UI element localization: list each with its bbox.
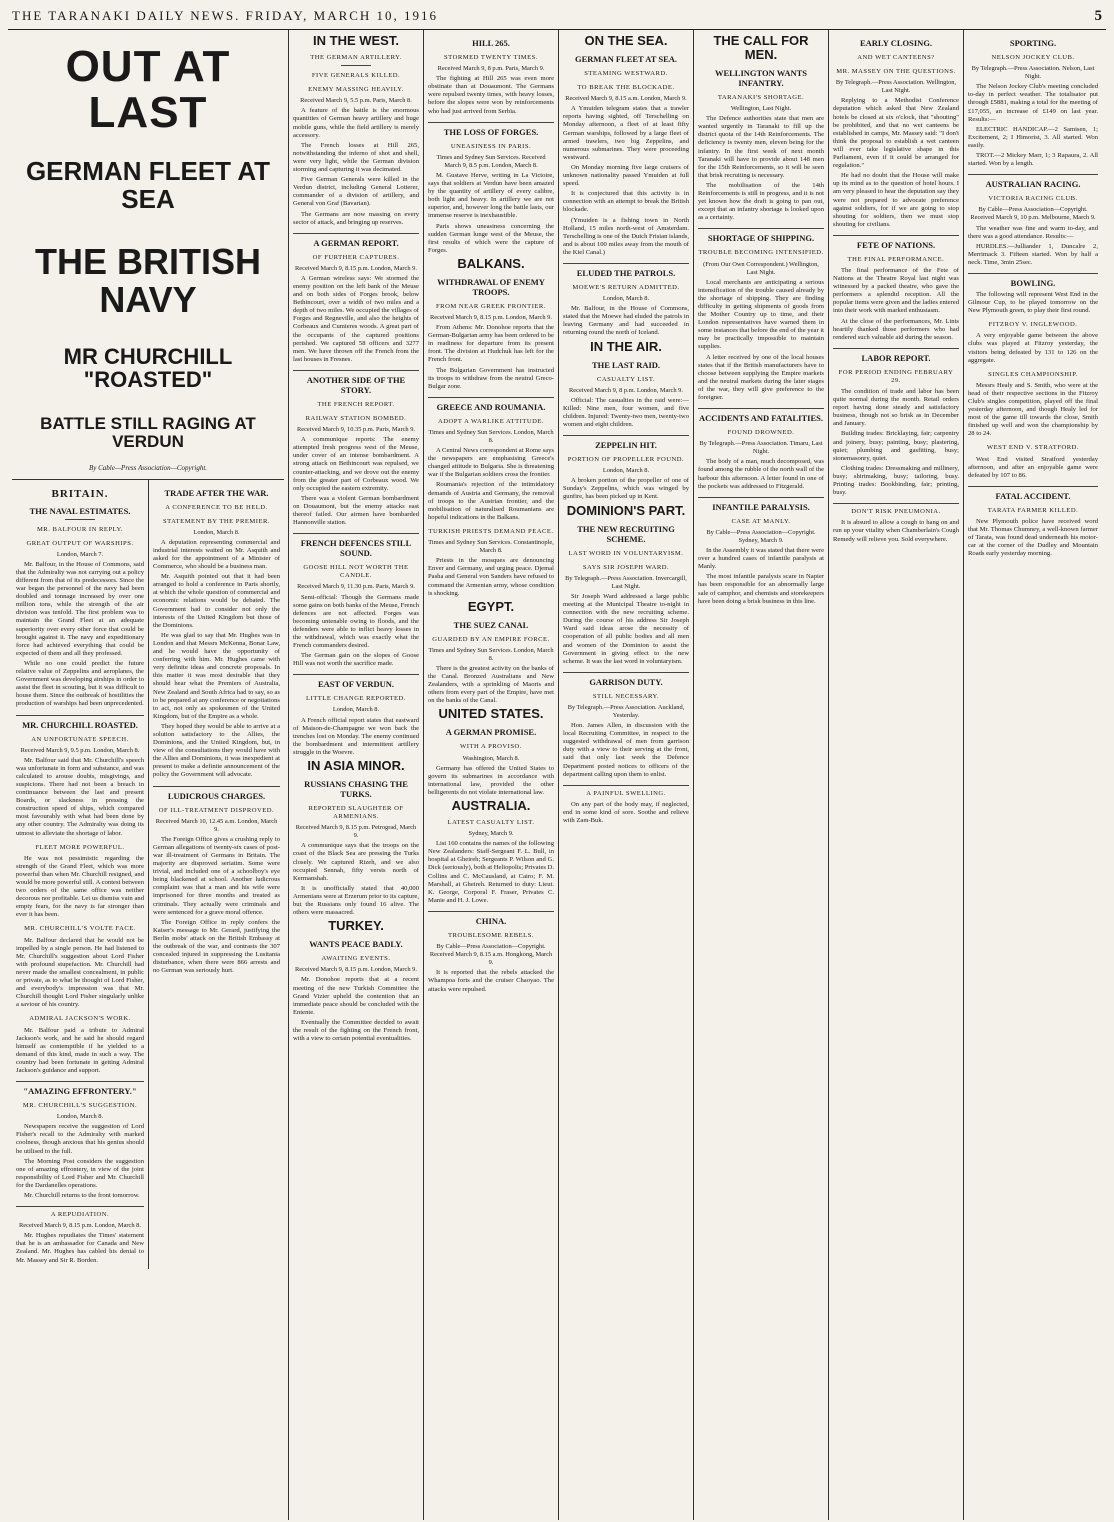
- paragraph: The Foreign Office gives a crushing reply to German allegations of twenty-six cases of post-war ill-treatment of Germans in Britain. The majority are disproved seriatim. Some were trivial, and included one of a schoolboy's eye being blackened at school. Another ludicrous complaint was that a man and his wife were imprisoned for three months and treated as criminals. They actually were criminals and were sentenced for a grave moral offence.: [153, 835, 280, 916]
- subheading: OF ILL-TREATMENT DISPROVED.: [158, 806, 275, 814]
- section-heading: TURKEY.: [328, 918, 384, 934]
- section-heading: ACCIDENTS AND FATALITIES.: [698, 408, 824, 423]
- dateline: London, March 8.: [56, 1113, 104, 1121]
- dateline: Received March 9, 8.15 p.m. London, March 9.: [295, 264, 417, 272]
- dateline: By Telegraph.—Press Association. Timaru, Last Night.: [699, 440, 823, 456]
- paragraph: The body of a man, much decomposed, was found among the rubble of the north wall of the harbour this afternoon. A letter found in one of the pockets was addressed to Fitzgerald.: [698, 458, 824, 490]
- subheading: TO BREAK THE BLOCKADE.: [577, 84, 675, 92]
- subheading: MR. MASSEY ON THE QUESTIONS.: [836, 68, 956, 76]
- paragraph: A very enjoyable game between the above clubs was played at Fitzroy yesterday, the visitors being defeated by 131 to 126 on the aggregate.: [968, 332, 1098, 364]
- dateline: Received March 9, 8 p.m. London, March 9.: [569, 386, 683, 394]
- section-heading: MR. CHURCHILL ROASTED.: [16, 715, 144, 730]
- paragraph: The German gain on the slopes of Goose Hill was not worth the sacrifice made.: [293, 652, 419, 668]
- section-heading: INFANTILE PARALYSIS.: [698, 497, 824, 512]
- headline-british-navy: THE BRITISH NAVY: [34, 240, 261, 320]
- paragraph: West End visited Stratford yesterday afternoon, and after an enjoyable game were defeated by 107 to 86.: [968, 455, 1098, 479]
- paragraph: Building trades: Bricklaying, fair; carpentry and joinery, busy; painting, busy; plastering, quiet; plumbing and gasfitting, busy; stonemasonry, quiet.: [833, 430, 959, 462]
- section-heading: BALKANS.: [457, 255, 525, 271]
- dateline: By Telegraph.—Press Association. Invercargill, Last Night.: [565, 574, 687, 590]
- paragraph: Semi-official: Though the Germans made some gains on both banks of the Meuse, French defences are not affected. Forges was becoming untenable owing to floods, and the defenders were able to inflict heavy losses in the withdrawal, which was exactly what the French commanders desired.: [293, 593, 419, 650]
- subheading: WITH A PROVISO.: [460, 743, 522, 751]
- paragraph: Clothing trades: Dressmaking and millinery, busy; shirtmaking, busy; tailoring, busy. Printing trades: Bookbinding, fair; printing, busy.: [833, 464, 959, 497]
- dateline: Times and Sydney Sun Services. Constantinople, March 8.: [428, 539, 554, 555]
- section-heading: IN ASIA MINOR.: [307, 758, 405, 773]
- subheading: MR. CHURCHILL'S VOLTE FACE.: [24, 925, 136, 933]
- subheading: ADMIRAL JACKSON'S WORK.: [29, 1015, 131, 1023]
- section-heading: UNITED STATES.: [438, 706, 544, 722]
- column-1-right: [148, 480, 284, 1269]
- paragraph: The Foreign Office in reply confers the Kaiser's message to Mr. Gerard, justifying the Berlin mobs' attack on the British Embassy at the outbreak of the war, and contrasts the 307 concealed injured in suppressing the Lusitania disturbance, when there were 866 arrests and no German was seriously hurt.: [153, 918, 280, 975]
- dateline: Washington, March 8.: [462, 754, 520, 762]
- column-1-left: [12, 480, 148, 1269]
- section-heading: BOWLING.: [968, 273, 1098, 288]
- subheading: TARANAKI'S SHORTAGE.: [717, 94, 805, 101]
- dateline: (From Our Own Correspondent.) Wellington, Last Night.: [703, 260, 819, 276]
- paragraph: The fighting at Hill 265 was even more obstinate than at Douaumont. The Germans were repulsed twenty times, with heavy losses, before the slopes were won by reinforcements who had just arrived from Serbia.: [428, 75, 554, 115]
- subheading: RAILWAY STATION BOMBED.: [305, 415, 407, 422]
- dateline: By Telegraph.—Press Association. Wellington, Last Night.: [835, 79, 957, 95]
- subheading: THE FRENCH REPORT.: [317, 400, 395, 408]
- section-heading: ON THE SEA.: [584, 33, 668, 48]
- subheading: THE GERMAN ARTILLERY.: [310, 54, 402, 61]
- dateline: London, March 8.: [193, 528, 240, 536]
- paragraph: Eventually the Committee decided to await the result of the fighting on the French front, with a view to certain potential eventualities.: [293, 1018, 419, 1043]
- paragraph: On Monday morning five large cruisers of unknown nationality passed Ymuiden at full speed.: [563, 163, 689, 188]
- section-heading: THE LAST RAID.: [591, 359, 661, 370]
- paragraph: List 160 contains the names of the following New Zealanders: Staff-Sergeant F. L. Bull, in hospital at Gheireh; Sergeants P. Wilson and G. Dick (seriously), both at Heliopolis; Privates D. Collins and C. McCausland, at Cairo; F. M. Marshall, at Gheireh. Returned to duty: Lieut. K. George, Corporal F. Fraser, Privates C. Manie and H. J. Lowe.: [428, 840, 554, 904]
- section-heading: LUDICROUS CHARGES.: [153, 786, 280, 801]
- paragraph: In the Assembly it was stated that there were over a hundred cases of infantile paralysis at Manly.: [698, 547, 824, 571]
- paragraph: A communique reports: The enemy attempted fresh progress west of the Meuse, under cover of an intense bombardment. A strong attack on Bethincourt was repulsed, we counter-attacking, and we drove out the enemy from the greater part of Corbeaux wood. We only occupied the eastern extremity.: [293, 436, 419, 492]
- paragraph: (Ymuiden is a fishing town in North Holland, 15 miles north-west of Amsterdam. Terschelling is one of the Dutch Frisian islands, and is about 100 miles away from the mouth of the Kiel Canal.): [563, 216, 689, 256]
- section-heading: ZEPPELIN HIT.: [563, 435, 689, 450]
- section-heading: CHINA.: [428, 911, 554, 926]
- paragraph: While no one could predict the future relative value of Zeppelins and aeroplanes, the Government was developing airships in order to assist the fleet in scouting, but it was difficult to house them. Since the outbreak of hostilities the production of warships had been unprecedented.: [16, 659, 144, 708]
- headline-churchill-roasted: MR CHURCHILL "ROASTED": [63, 343, 233, 392]
- paragraph: The Germans are now massing on every sector of attack, and bringing up reserves.: [293, 210, 419, 226]
- subheading: FROM NEAR GREEK FRONTIER.: [436, 302, 546, 310]
- paragraph: The Nelson Jockey Club's meeting concluded to-day in perfect weather. The totalisator put through £5881, making a total for the meeting of £17,055, an increase of £149 on last year. Results:—: [968, 83, 1098, 123]
- subheading: LATEST CASUALTY LIST.: [447, 819, 535, 826]
- dateline: London, March 7.: [56, 550, 104, 558]
- paragraph: A broken portion of the propeller of one of Sunday's Zeppelins, which was winged by gunfire, has been picked up in Kent.: [563, 477, 689, 501]
- paragraph: The weather was fine and warm to-day, and there was a good attendance. Results:—: [968, 224, 1098, 240]
- section-heading: IN THE WEST.: [313, 33, 399, 48]
- dateline: By Cable—Press Association—Copyright. Received March 9, 10 p.m. Melbourne, March 9.: [970, 206, 1096, 222]
- section-heading: THE CALL FOR MEN.: [713, 33, 809, 62]
- section-heading: AUSTRALIAN RACING.: [968, 174, 1098, 189]
- column-6: [828, 30, 963, 1520]
- section-heading: WITHDRAWAL OF ENEMY TROOPS.: [437, 276, 545, 297]
- subheading: A REPUDIATION.: [16, 1206, 144, 1219]
- section-heading: BRITAIN.: [51, 487, 109, 500]
- paragraph: The mobilisation of the 14th Reinforcements is still in progress, and it is not yet known how the draft is going to pan out, except that an infantry shortage is looked upon as a certainty.: [698, 181, 824, 222]
- subheading: TROUBLESOME REBELS.: [447, 931, 535, 939]
- paragraph: Official: The casualties in the raid were:—Killed: Nine men, four women, and five children. Injured: Twenty-two men, twenty-two women and eight children.: [563, 396, 689, 428]
- subheading: OF FURTHER CAPTURES.: [312, 253, 400, 261]
- subheading: DON'T RISK PNEUMONIA.: [833, 503, 959, 516]
- section-heading: FATAL ACCIDENT.: [968, 486, 1098, 501]
- paragraph: Five German Generals were killed in the Verdun district, including General Lotterer, commander of a division of artillery, and General von Graf (Bavarian).: [293, 176, 419, 208]
- paragraph: Local merchants are anticipating a serious intensification of the trouble caused already by the shortage of shipping. They are finding difficulty in getting shipments of goods from the Mother Country up to time, and their London representatives have warned them in some instances that before the end of the year it may be practically impossible to maintain supplies.: [698, 278, 824, 351]
- subheading: CASUALTY LIST.: [596, 375, 656, 383]
- subheading: GOOSE HILL NOT WORTH THE CANDLE.: [303, 564, 409, 580]
- column-5: [693, 30, 828, 1520]
- paragraph: It is reported that the rebels attacked the Whampoa forts and the cruiser Chaoyao. The attacks were repulsed.: [428, 969, 554, 993]
- paragraph: Mr. Hughes repudiates the Times' statement that he is an ambassador for Canada and New Zealand. Mr. Hughes has cabled his denial to Mr. Massey and Sir R. Borden.: [16, 1232, 144, 1264]
- section-heading: RUSSIANS CHASING THE TURKS.: [304, 779, 408, 799]
- paragraph: Replying to a Methodist Conference deputation which asked that New Zealand hotels be closed at six o'clock, that "shouting" be prohibited, and that no wet canteens be established in camps, Mr. Massey said: "I don't think the proposal to establish a wet canteen will ever take legislative shape in this Parliament, even if it could be arranged for regulation.": [833, 97, 959, 170]
- paragraph: HURDLES.—Julliander 1, Duncalre 2, Merrimack 3. Fifteen started. Won by half a neck. Time, 3min 25sec.: [968, 242, 1098, 266]
- paragraph: A communique says that the troops on the coast of the Black Sea are pressing the Turks closely. We captured Rizeh, and we also occupied Sennah, fifty versts north of Kermanshah.: [293, 842, 419, 882]
- subheading: ADOPT A WARLIKE ATTITUDE.: [437, 417, 545, 425]
- subheading: A CONFERENCE TO BE HELD.: [165, 503, 268, 511]
- paragraph: Mr. Churchill returns to the front tomorrow.: [24, 1192, 140, 1199]
- paragraph: A letter received by one of the local houses states that if the British manufacturers have to choose between supplying the Empire markets and the neutral markets during the later stages of the war, they will give preference to the foreigner.: [698, 353, 824, 401]
- paragraph: Germany has offered the United States to govern its submarines in accordance with international law, provided the other belligerents do not violate international law.: [428, 764, 554, 796]
- section-heading: FRENCH DEFENCES STILL SOUND.: [293, 533, 419, 558]
- paragraph: A German wireless says: We stormed the enemy position on the left bank of the Meuse and on both sides of Forges brook, below Bethincourt, over a width of two miles and a depth of two miles. We occupied the villages of Forges and Regneville, and also the heights of Corbeaux and Cumieres woods. A great part of the occupants of the captured positions perished. We captured 58 officers and 3277 men. We have thrown off the French from the last houses in Fresnes.: [293, 274, 419, 363]
- paragraph: A Ymuiden telegram states that a trawler reports having sighted, off Terschelling on Monday afternoon, a fleet of at least fifty German warships, followed by a large fleet of armed trawlers, two big Zeppelins, and numerous submarines. They were proceeding westward.: [563, 105, 689, 161]
- paragraph: Mr. Donohoe reports that at a recent meeting of the new Turkish Committee the Grand Vizier upheld the contention that an immediate peace should be concluded with the Entente.: [293, 976, 419, 1016]
- subheading: GREAT OUTPUT OF WARSHIPS.: [26, 539, 134, 547]
- subheading: SINGLES CHAMPIONSHIP.: [988, 370, 1078, 378]
- paragraph: It is absurd to allow a cough to hang on and run up your vitality when Chamberlain's Cough Remedy will relieve you. Sold everywhere.: [833, 519, 959, 543]
- subheading: SAYS SIR JOSEPH WARD.: [582, 563, 670, 571]
- section-heading: THE LOSS OF FORGES.: [428, 122, 554, 137]
- paragraph: It is conjectured that this activity is in connection with an attempt to break the British blockade.: [563, 190, 689, 214]
- section-heading: FETE OF NATIONS.: [833, 235, 959, 250]
- subheading: FOUND DROWNED.: [727, 429, 795, 437]
- section-heading: GREECE AND ROUMANIA.: [428, 397, 554, 412]
- paragraph: Roumania's rejection of the intimidatory demands of Austria and Germany, the removal of troops to the Austrian frontier, and the mobilisation of naturalised Roumanians are hopeful indications in the Balkans.: [428, 481, 554, 521]
- subheading: FLEET MORE POWERFUL.: [35, 843, 125, 851]
- paragraph: From Athens: Mr. Donohoe reports that the German-Bulgarian army has been ordered to be in readiness for departure from its present front. The division at Hudchuk has left for the French front.: [428, 324, 554, 364]
- dateline: Received March 9, 10.35 p.m. Paris, March 9.: [296, 426, 416, 434]
- paragraph: A French official report states that eastward of Maison-de-Champagne we won back the trenches lost on Monday. The enemy continued the bombardment and intermittent artillery struggle in the Woevre.: [293, 716, 419, 756]
- paragraph: New Plymouth police have received word that Mr. Thomas Chumney, a well-known farmer of Tarata, was found dead underneath his motor-car at the corner of the Dudley and Mountain Roads early yesterday morning.: [968, 517, 1098, 558]
- page-number: 5: [1094, 8, 1102, 24]
- paragraph: Mr. Balfour declared that he would not be impelled by a single person. He had listened to Mr. Churchill's suggestion about Lord Fisher with profound stupefaction. Mr. Churchill had never made the smallest concealment, in public or private, as to what he thought of Lord Fisher, and everybody's impression was that Mr. Churchill thought Lord Fisher singularly unlike a saviour of his country.: [16, 936, 144, 1009]
- section-heading: DOMINION'S PART.: [566, 502, 686, 518]
- section-heading: ELUDED THE PATROLS.: [563, 263, 689, 278]
- dateline: Received March 9, 8.15 p.m. London, March 9.: [295, 966, 417, 974]
- subheading: LITTLE CHANGE REPORTED.: [306, 695, 406, 703]
- paragraph: Mr. Balfour paid a tribute to Admiral Jackson's work, and he said he should regard himself as contemptible if he yielded to a demand of this kind, made in such a way. The country had been fortunate in getting Admiral Jackson's guidance and support.: [16, 1026, 144, 1074]
- subheading: TARATA FARMER KILLED.: [987, 506, 1079, 514]
- subheading: MOEWE'S RETURN ADMITTED.: [572, 283, 680, 291]
- section-heading: WANTS PEACE BADLY.: [309, 939, 403, 950]
- subheading: AND WET CANTEENS?: [857, 54, 935, 61]
- dateline: Received March 9, 11.30 p.m. Paris, March 9.: [297, 583, 415, 591]
- subheading: ENEMY MASSING HEAVILY.: [308, 86, 404, 94]
- column-1: [8, 30, 288, 1520]
- dateline: Received March 9, 8.15 p.m. London, March 8.: [19, 1222, 141, 1230]
- section-heading: GERMAN FLEET AT SEA.: [574, 54, 678, 64]
- paragraph: They hoped they would be able to arrive at a solution satisfactory to the Allies, the Dominions, and the United Kingdom, but, in view of the consultations they would have with the Allies and Dominions, it was inexpedient at present to make a definite announcement of the policy the Government will advocate.: [153, 722, 280, 779]
- subheading: TURKISH PRIESTS DEMAND PEACE.: [428, 527, 554, 535]
- dateline: By Cable—Press Association—Copyright. Received March 9, 8.15 a.m. Hongkong, March 9.: [429, 943, 553, 967]
- paragraph: The Morning Post considers the suggestion one of amazing effrontery, in view of the joint responsibility of Lord Fisher and Mr. Churchill for the Dardanelles operations.: [16, 1157, 144, 1189]
- subheading: MR. BALFOUR IN REPLY.: [36, 525, 124, 533]
- column-3: [423, 30, 558, 1520]
- subheading: WEST END V. STRATFORD.: [986, 444, 1080, 452]
- dateline: Received March 9, 5.5 p.m. Paris, March 8.: [300, 97, 412, 105]
- subheading: FITZROY V. INGLEWOOD.: [988, 321, 1078, 329]
- subheading: AWAITING EVENTS.: [321, 955, 391, 963]
- column-4: [558, 30, 693, 1520]
- paragraph: Sir Joseph Ward addressed a large public meeting at the Municipal Theatre to-night in connection with the new recruiting scheme. During the course of his address Sir Joseph Ward said ideas arose the necessity of cooperation of all public bodies and all men and women of the Dominion to assist the Government in giving effect to the new scheme. It was the last word in voluntaryism.: [563, 592, 689, 665]
- subheading: STILL NECESSARY.: [592, 692, 660, 700]
- subheading: GUARDED BY AN EMPIRE FORCE.: [432, 635, 550, 643]
- section-heading: EGYPT.: [467, 598, 515, 614]
- subheading: AN UNFORTUNATE SPEECH.: [31, 735, 129, 743]
- paragraph: He was glad to say that Mr. Hughes was in London and that Messrs McKenna, Bonar Law, and he would have the opportunity of conferring with him. Mr. Hughes came with very definite ideas and concrete proposals. In this matter it was most desirable that they should hear what the Premiers of Australia, New Zealand and South Africa had to say, so as to be prepared at any conference or negotiations to act, not only as spokesmen of the United Kingdom, but of the Empire as a whole.: [153, 631, 280, 720]
- headline-battle-verdun: BATTLE STILL RAGING AT VERDUN: [40, 413, 256, 451]
- dateline: Received March 9, 8 p.m. Paris, March 9.: [437, 65, 545, 73]
- section-heading: SPORTING.: [1009, 38, 1057, 48]
- paragraph: The Defence authorities state that men are wanted urgently in Taranaki to fill up the district quota of the 14th Reinforcements. The deficiency is twenty men, eleven being for the infantry. In the first week of next month Taranaki will have to provide about 148 men for the 15th Reinforcements, so it will be seen that brisk recruiting is necessary.: [698, 115, 824, 179]
- paragraph: The following will represent West End in the Gilmour Cup, to be played tomorrow on the New Plymouth green, to play their first round.: [968, 290, 1098, 315]
- paragraph: There was a violent German bombardment on Douaumont, but the enemy attacks east thereof failed. Our airmen have bombarded Hannonville station.: [293, 494, 419, 527]
- dateline: London, March 8.: [332, 706, 380, 714]
- section-heading: THE NAVAL ESTIMATES.: [29, 505, 131, 516]
- section-heading: EARLY CLOSING.: [859, 38, 933, 48]
- paragraph: Paris shows uneasiness concerning the sudden German lunge west of the Meuse, the first results of which were the capture of Forges.: [428, 222, 554, 254]
- subheading: NELSON JOCKEY CLUB.: [991, 54, 1075, 61]
- subheading: STEAMING WESTWARD.: [584, 70, 668, 77]
- dateline: By Telegraph.—Press Association. Nelson, Last Night.: [971, 65, 1095, 81]
- paragraph: On any part of the body may, if neglected, end in some kind of sore. Soothe and relieve with Zam-Buk.: [563, 800, 689, 824]
- paragraph: He was not pessimistic regarding the strength of the Grand Fleet, which was more powerful than when Mr. Churchill resigned, and would be more powerful still. A contest between two orders of the same office was neither decorous nor profitable. Let us dismiss vain and empty fears, for the navy is far stronger than ever it has been.: [16, 854, 144, 919]
- dateline: Times and Sydney Sun Services. Received March 9, 8.5 p.m. London, March 8.: [436, 153, 546, 169]
- paragraph: M. Gustave Herve, writing in La Victoire, says that soldiers at Verdun have been amazed by the quantity of artillery of every calibre, both light and heavy. In artillery we are not superior, and, however long the battle lasts, our immense reserve is inexhaustible.: [428, 171, 554, 220]
- dateline: Received March 9, 8.15 p.m. London, March 9.: [430, 313, 552, 321]
- subheading: LAST WORD IN VOLUNTARYISM.: [568, 549, 684, 557]
- dateline: Times and Sydney Sun Services. London, March 8.: [428, 646, 554, 662]
- dateline: Wellington, Last Night.: [730, 105, 792, 113]
- paragraph: He had no doubt that the House will make up its mind as to the question of hotel hours. I am very pleased to hear the deputation say they were not prepared to advocate preference against soldiers, for if we are going to stop shouting for soldiers, then we must stop shouting for civilians.: [833, 172, 959, 228]
- paragraph: Messrs Healy and S. Smith, who were at the head of their respective sections in the Fitzroy Club's singles competition, played off the final yesterday afternoon, and though Healy led for most of the game till towards the close, Smith finished up well and won the championship by 28 to 24.: [968, 381, 1098, 438]
- column-2: [288, 30, 423, 1520]
- paragraph: Mr. Balfour, in the House of Commons, stated that the Moewe had eluded the patrols in leaving Germany and had succeeded in returning round the north of Iceland.: [563, 305, 689, 337]
- paragraph: TROT.—2 Mickey Marr, 1; 3 Rapaura, 2. All started. Won by a length.: [968, 152, 1098, 168]
- subheading: A PAINFUL SWELLING.: [563, 785, 689, 798]
- paragraph: Mr. Balfour, in the House of Commons, said that the Admiralty was not carrying out a policy different from that of its predecessors. Since the war began the personnel of the navy had been doubled and tonnage increased by over one million tons, while the strength of the air division was tenfold. The first problem was to maintain the Grand Fleet at an adequate superiority over every other force that could be brought against it. The navy and expeditionary force had achieved everything that could be expected of them and all they professed.: [16, 560, 144, 657]
- dateline: Received March 10, 12.45 a.m. London, March 9.: [155, 817, 278, 833]
- paragraph: The condition of trade and labor has been quite normal during the month. Retail orders report having done steady and satisfactory business, though not so brisk as in December and January.: [833, 388, 959, 428]
- masthead-title: THE TARANAKI DAILY NEWS. FRIDAY, MARCH 10, 1916: [12, 8, 439, 23]
- paragraph: A deputation representing commercial and industrial interests waited on Mr. Asquith and asked for the appointment of a Minister of Commerce, who should be a business man.: [153, 538, 280, 571]
- byline: By Cable—Press Association—Copyright.: [88, 464, 208, 473]
- paragraph: Priests in the mosques are denouncing Enver and Germany, and urging peace. Djemal Pasha and General von Sanders have refused to command the Armenian army, whose condition is shocking.: [428, 557, 554, 597]
- dateline: By Cable—Press Association—Copyright. Sydney, March 9.: [706, 528, 816, 544]
- dateline: London, March 8.: [602, 295, 650, 303]
- subheading: STATEMENT BY THE PREMIER.: [162, 517, 271, 525]
- paragraph: A feature of the battle is the enormous quantities of German heavy artillery and huge mobile guns, while the field artillery is merely accessory.: [293, 107, 419, 139]
- paragraph: ELECTRIC HANDICAP.—2 Samisen, 1; Excitement, 2; I Himorist, 3. All started. Won easily.: [968, 125, 1098, 149]
- paragraph: A Central News correspondent at Rome says the newspapers are emphasising Greece's changed attitude to Bulgaria. She is threatening war if the Bulgarian soldiers cross the frontier.: [428, 447, 554, 479]
- section-heading: A GERMAN REPORT.: [293, 233, 419, 248]
- paragraph: The final performance of the Fete of Nations at the Theatre Royal last night was witnessed by a packed theatre, who gave the performers a splendid reception. All the popular items were given and the ladies entered into their work with marked enthusiasm.: [833, 266, 959, 315]
- subheading: FIVE GENERALS KILLED.: [311, 72, 401, 80]
- paragraph: The most infantile paralysis scare in Napier has been responsible for an abnormally large sale of camphor, and chemists and storekeepers have been doing a brisk business in this line.: [698, 573, 824, 605]
- masthead: [8, 6, 1106, 30]
- section-heading: "AMAZING EFFRONTERY.": [16, 1081, 144, 1096]
- subheading: PORTION OF PROPELLER FOUND.: [567, 456, 685, 464]
- subheading: VICTORIA RACING CLUB.: [988, 195, 1078, 203]
- subheading: TROUBLE BECOMING INTENSIFIED.: [698, 249, 824, 257]
- paragraph: The Bulgarian Government has instructed its troops to withdraw from the neutral Greco-Bulgar zone.: [428, 366, 554, 390]
- paragraph: Newspapers receive the suggestion of Lord Fisher's recall to the Admiralty with marked coolness, though anxious that his genius should be utilised to the full.: [16, 1123, 144, 1155]
- paragraph: Mr. Balfour said that Mr. Churchill's speech was unfortunate in form and substance, and was calculated to arouse doubts, misgivings, and suspicions. There had not been a breach in continuance between the last and present Boards, or slackness in pressing the construction speed of ships, which compared most favourably with what had been done by any other country. The Admiralty was doing its utmost to alleviate the shortage of labor.: [16, 756, 144, 837]
- dateline: By Telegraph.—Press Association. Auckland, Yesterday.: [567, 703, 685, 719]
- paragraph: At the close of the performances, Mr. Lints heartily thanked those performers who had rendered such valuable aid during the season.: [833, 317, 959, 341]
- section-heading: ANOTHER SIDE OF THE STORY.: [293, 370, 419, 395]
- subheading: CASE AT MANLY.: [731, 517, 791, 525]
- section-heading: A GERMAN PROMISE.: [445, 727, 537, 738]
- section-heading: SHORTAGE OF SHIPPING.: [698, 228, 824, 243]
- dateline: London, March 8.: [602, 467, 650, 475]
- subheading: STORMED TWENTY TIMES.: [444, 54, 538, 61]
- section-heading: GARRISON DUTY.: [563, 672, 689, 687]
- paragraph: It is unofficially stated that 40,000 Armenians were at Erzerum prior to its capture, but the Russians only found 16 alive. The others were massacred.: [293, 884, 419, 917]
- dateline: Received March 9, 9.5 p.m. London, March 8.: [20, 746, 140, 754]
- dateline: Received March 9, 8.15 p.m. Petrograd, March 9.: [295, 824, 417, 840]
- section-heading: THE SUEZ CANAL: [453, 619, 529, 630]
- section-heading: EAST OF VERDUN.: [293, 674, 419, 689]
- subheading: MR. CHURCHILL'S SUGGESTION.: [22, 1102, 138, 1110]
- subheading: UNEASINESS IN PARIS.: [450, 142, 532, 150]
- column-7: [963, 30, 1102, 1520]
- section-heading: IN THE AIR.: [590, 338, 662, 354]
- headline-out-at-last: OUT AT LAST: [65, 42, 231, 138]
- section-heading: THE NEW RECRUITING SCHEME.: [577, 523, 675, 544]
- dateline: Times and Sydney Sun Services. London, March 8.: [428, 428, 554, 444]
- dateline: Sydney, March 9.: [468, 830, 514, 838]
- section-heading: WELLINGTON WANTS INFANTRY.: [714, 68, 808, 88]
- subheading: REPORTED SLAUGHTER OF ARMENIANS.: [308, 805, 404, 821]
- section-heading: TRADE AFTER THE WAR.: [164, 487, 269, 498]
- headline-german-fleet: GERMAN FLEET AT SEA: [25, 156, 271, 214]
- paragraph: Hon. James Allen, in discussion with the local Recruiting Committee, in respect to the suggested withdrawal of men from garrison duty with a view to their serving at the front, said that only last week the Defence Department posted notices to officers of the department calling upon them to enlist.: [563, 722, 689, 778]
- subheading: FOR PERIOD ENDING FEBRUARY 29.: [838, 368, 954, 384]
- dateline: Received March 9, 8.15 a.m. London, March 9.: [565, 95, 687, 103]
- section-heading: AUSTRALIA.: [451, 798, 531, 813]
- subheading: THE FINAL PERFORMANCE.: [847, 255, 945, 263]
- section-heading: LABOR REPORT.: [833, 348, 959, 363]
- paragraph: There is the greatest activity on the banks of the Canal. Bronzed Australians and New Zealanders, with a sprinkling of Maoris and others from every part of the Empire, have met on the banks of the Canal.: [428, 664, 554, 705]
- section-heading: HILL 265.: [472, 38, 510, 48]
- paragraph: The French losses at Hill 265, notwithstanding the inferno of shot and shell, were very light, while the German division storming and capturing it was decimated.: [293, 141, 419, 174]
- paragraph: Mr. Asquith pointed out that it had been arranged to hold a conference in Paris shortly, at which the whole question of commercial and economic relations would be debated. The Government had to consider not only the interests of the United Kingdom but those of the Dominions.: [153, 573, 280, 629]
